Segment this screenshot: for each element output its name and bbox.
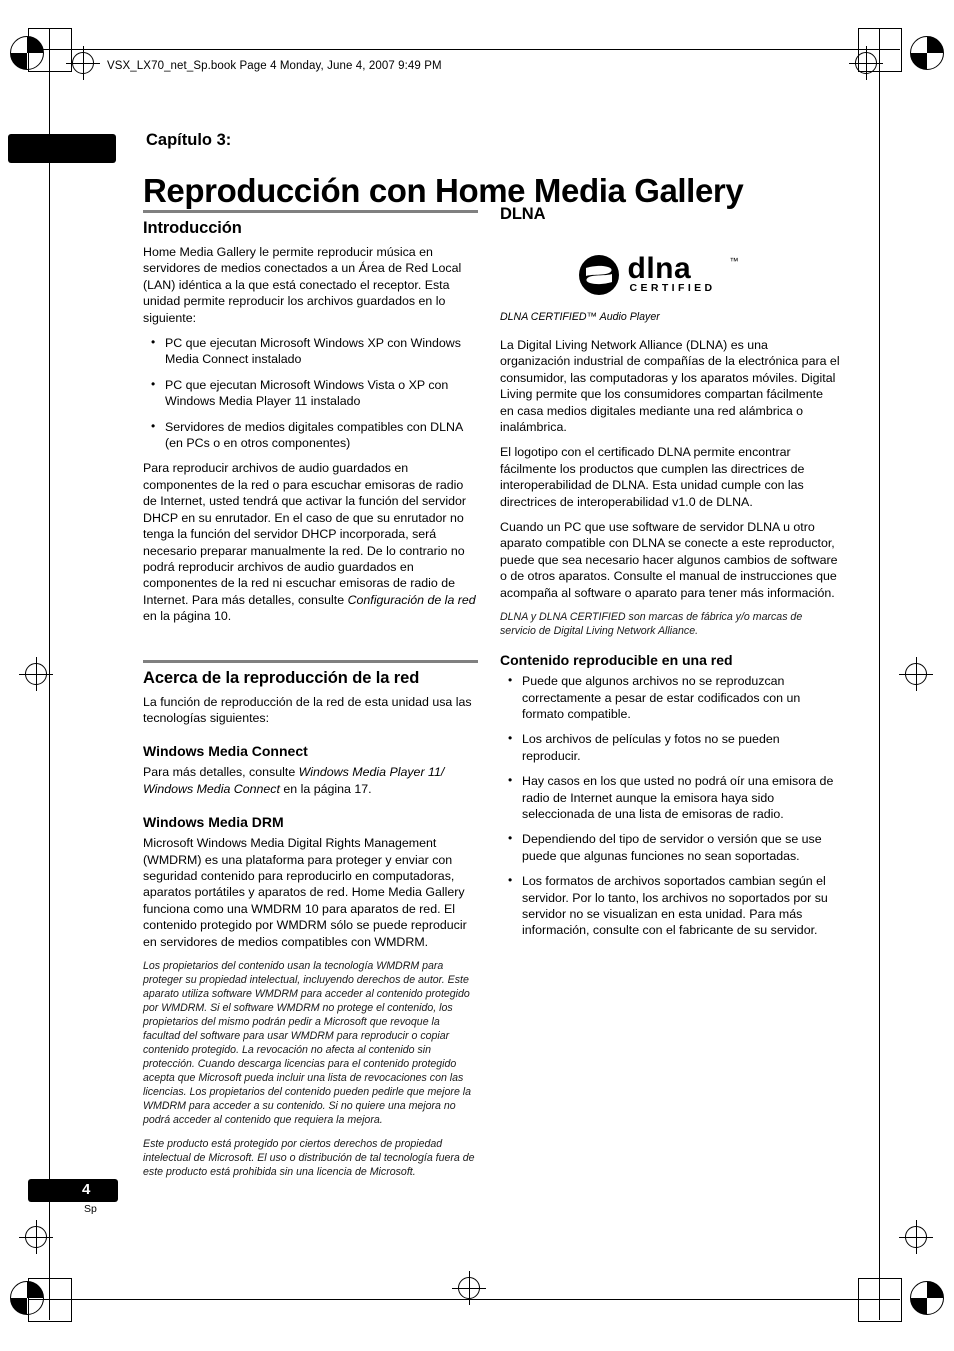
crop-line-right [879, 28, 880, 1320]
intro-paragraph-1: Home Media Gallery le permite reproducir música en servidores de medios conectados a un Área de Red Local (LAN) idéntica a la que está conectado el receptor. Esta unidad permite reproducir los archivos guardados en lo siguiente: [143, 245, 462, 325]
wmdrm-legal-notice-2: Este producto está protegido por ciertos derechos de propiedad intelectual de Microsoft. El uso o distribución de tal tecnología fuera de este producto está prohibida sin una licencia de Microsoft. [143, 1138, 475, 1178]
crosshair-mark-bottom-right [905, 1226, 927, 1248]
dlna-paragraph-2: El logotipo con el certificado DLNA permite encontrar fácilmente los productos que cumplen las directrices de interoperabilidad de DLNA. Esta unidad cumple con las directrices de interoperabilidad v1.0 de DLNA. [500, 445, 805, 509]
page-number-tab [28, 1179, 118, 1202]
heading-dlna: DLNA [500, 205, 546, 223]
corner-frame-top-right [858, 28, 902, 72]
crosshair-mark-left-middle [25, 663, 47, 685]
wmc-paragraph [143, 764, 478, 797]
crosshair-mark-bottom-left [25, 1226, 47, 1248]
heading-contenido-reproducible: Contenido reproducible en una red [500, 652, 733, 669]
registration-mark-top-right [910, 36, 944, 70]
intro-bullet-list [143, 335, 478, 451]
wmdrm-paragraph-1: Microsoft Windows Media Digital Rights Management (WMDRM) es una plataforma para proteger y enviar con seguridad contenido para reproducirlo en computadoras, aparatos portátiles y aparatos de red. Home Media Gallery funciona como una WMDRM 10 para aparatos de red. El contenido protegido por WMDRM sólo se puede reproducir en servidores de medios compatibles con WMDRM. [143, 836, 467, 949]
right-column [500, 205, 840, 948]
list-item: • PC que ejecutan Microsoft Windows Vista o XP con Windows Media Player 11 instalado [143, 377, 478, 410]
crop-line-bottom [28, 1299, 900, 1300]
intro-paragraph-2-reference: Configuración de la red [347, 592, 476, 607]
wmc-paragraph-reference: Windows Media Player 11/ Windows Media Connect [143, 765, 445, 796]
wmc-paragraph-part-a: Para más detalles, consulte [143, 765, 299, 780]
heading-windows-media-drm: Windows Media DRM [143, 814, 284, 831]
heading-acerca-reproduccion-red: Acerca de la reproducción de la red [143, 668, 420, 687]
corner-frame-top-left [28, 28, 72, 72]
wmc-paragraph-part-b: en la página 17. [279, 781, 372, 796]
crop-line-top [28, 49, 900, 50]
heading-introduccion: Introducción [143, 219, 242, 237]
dlna-certified-text: CERTIFIED [629, 282, 716, 294]
dlna-emblem-icon [578, 254, 620, 296]
left-column [143, 210, 478, 1189]
list-item: • Puede que algunos archivos no se reproduzcan correctamente a pesar de estar codificados con un formato compatible. [500, 673, 840, 722]
dlna-logo-caption: DLNA CERTIFIED™ Audio Player [500, 311, 660, 323]
section-rule-red [143, 660, 478, 663]
language-code: Sp [84, 1203, 97, 1215]
book-file-header: VSX_LX70_net_Sp.book Page 4 Monday, June 4, 2007 9:49 PM [107, 60, 442, 72]
dlna-trademark-symbol: ™ [729, 256, 739, 266]
crop-line-left [49, 28, 50, 1320]
section-rule-introduccion [143, 210, 478, 213]
list-item: • Servidores de medios digitales compatibles con DLNA (en PCs o en otros componentes) [143, 419, 478, 452]
wmdrm-legal-notice-1: Los propietarios del contenido usan la tecnología WMDRM para proteger su propiedad intelectual, incluyendo derechos de autor. Este aparato utiliza software WMDRM para acceder al contenido protegido por WMDRM. Si el software WMDRM no protege el contenido, los propietarios del mismo podrán pedir a Microsoft que revoque la facultad del software para usar WMDRM para reproducir o copiar contenido protegido. La revocación no afecta al contenido sin protección. Cuando descarga licencias para el contenido protegido acepta que Microsoft pueda incluir una lista de revocaciones con las licencias. Los propietarios del contenido pueden pedirle que mejore la WMDRM para acceder a su contenido. Si no quiere una mejora no podrá acceder al contenido que requiera la mejora. [143, 960, 472, 1126]
chapter-number-tab [8, 134, 116, 163]
intro-paragraph-2 [143, 460, 478, 624]
page-title: Reproducción con Home Media Gallery [143, 172, 744, 210]
corner-frame-bottom-right [858, 1278, 902, 1322]
crosshair-mark-top-left [72, 52, 94, 74]
heading-windows-media-connect: Windows Media Connect [143, 743, 308, 760]
corner-frame-bottom-left [28, 1278, 72, 1322]
dlna-logo [578, 252, 763, 298]
page-number: 4 [82, 1181, 91, 1198]
chapter-number: 03 [917, 4, 940, 25]
dlna-logo-block [500, 252, 840, 303]
list-item: • Dependiendo del tipo de servidor o versión que se use puede que algunas funciones no sean soportadas. [500, 831, 840, 864]
list-item: • PC que ejecutan Microsoft Windows XP con Windows Media Connect instalado [143, 335, 478, 368]
spacer [143, 634, 478, 660]
list-item: • Los formatos de archivos soportados cambian según el servidor. Por lo tanto, los archivos no soportados por su servidor no se visualizan en esta unidad. Para más información, consulte con el fabricante de su servidor. [500, 873, 840, 939]
dlna-paragraph-1: La Digital Living Network Alliance (DLNA) es una organización industrial de compañías de la electrónica para el consumidor, las computadoras y los aparatos móviles. Digital Living permite que los consumidores compartan fácilmente en casa medios digitales mediante una red alámbrica o inalámbrica. [500, 338, 840, 435]
content-bullet-list [500, 673, 840, 939]
dlna-wordmark: dlna [627, 252, 692, 285]
intro-paragraph-2-part-b: en la página 10. [143, 609, 232, 624]
intro-paragraph-2-part-a: Para reproducir archivos de audio guardados en componentes de la red o para escuchar emisoras de radio de Internet, usted tendrá que activar la función del servidor DHCP en su enrutador. En el caso de que su enrutador no tenga la función del servidor DHCP incorporada, será necesario preparar manualmente la red. De lo contrario no podrá reproducir archivos de audio guardados en componentes de la red ni escuchar emisoras de radio de Internet. Para más detalles, consulte [143, 461, 467, 607]
list-item: • Hay casos en los que usted no podrá oír una emisora de radio de Internet aunque la emisora haya sido seleccionada de una lista de emisoras de radio. [500, 773, 840, 822]
crosshair-mark-right-middle [905, 663, 927, 685]
dlna-legal-notice: DLNA y DLNA CERTIFIED son marcas de fábrica y/o marcas de servicio de Digital Living Network Alliance. [500, 611, 803, 638]
dlna-paragraph-3: Cuando un PC que use software de servidor DLNA u otro aparato compatible con DLNA se conecte a este reproductor, puede que sea necesario hacer algunos cambios de software o de otros aparatos. Consulte el manual de instrucciones que acompaña al software o aparato para tener más información. [500, 520, 838, 600]
crosshair-mark-bottom-center [458, 1277, 480, 1299]
chapter-label: Capítulo 3: [146, 131, 232, 149]
registration-mark-bottom-right [910, 1281, 944, 1315]
list-item: • Los archivos de películas y fotos no se pueden reproducir. [500, 731, 840, 764]
network-paragraph-1: La función de reproducción de la red de esta unidad usa las tecnologías siguientes: [143, 694, 472, 725]
